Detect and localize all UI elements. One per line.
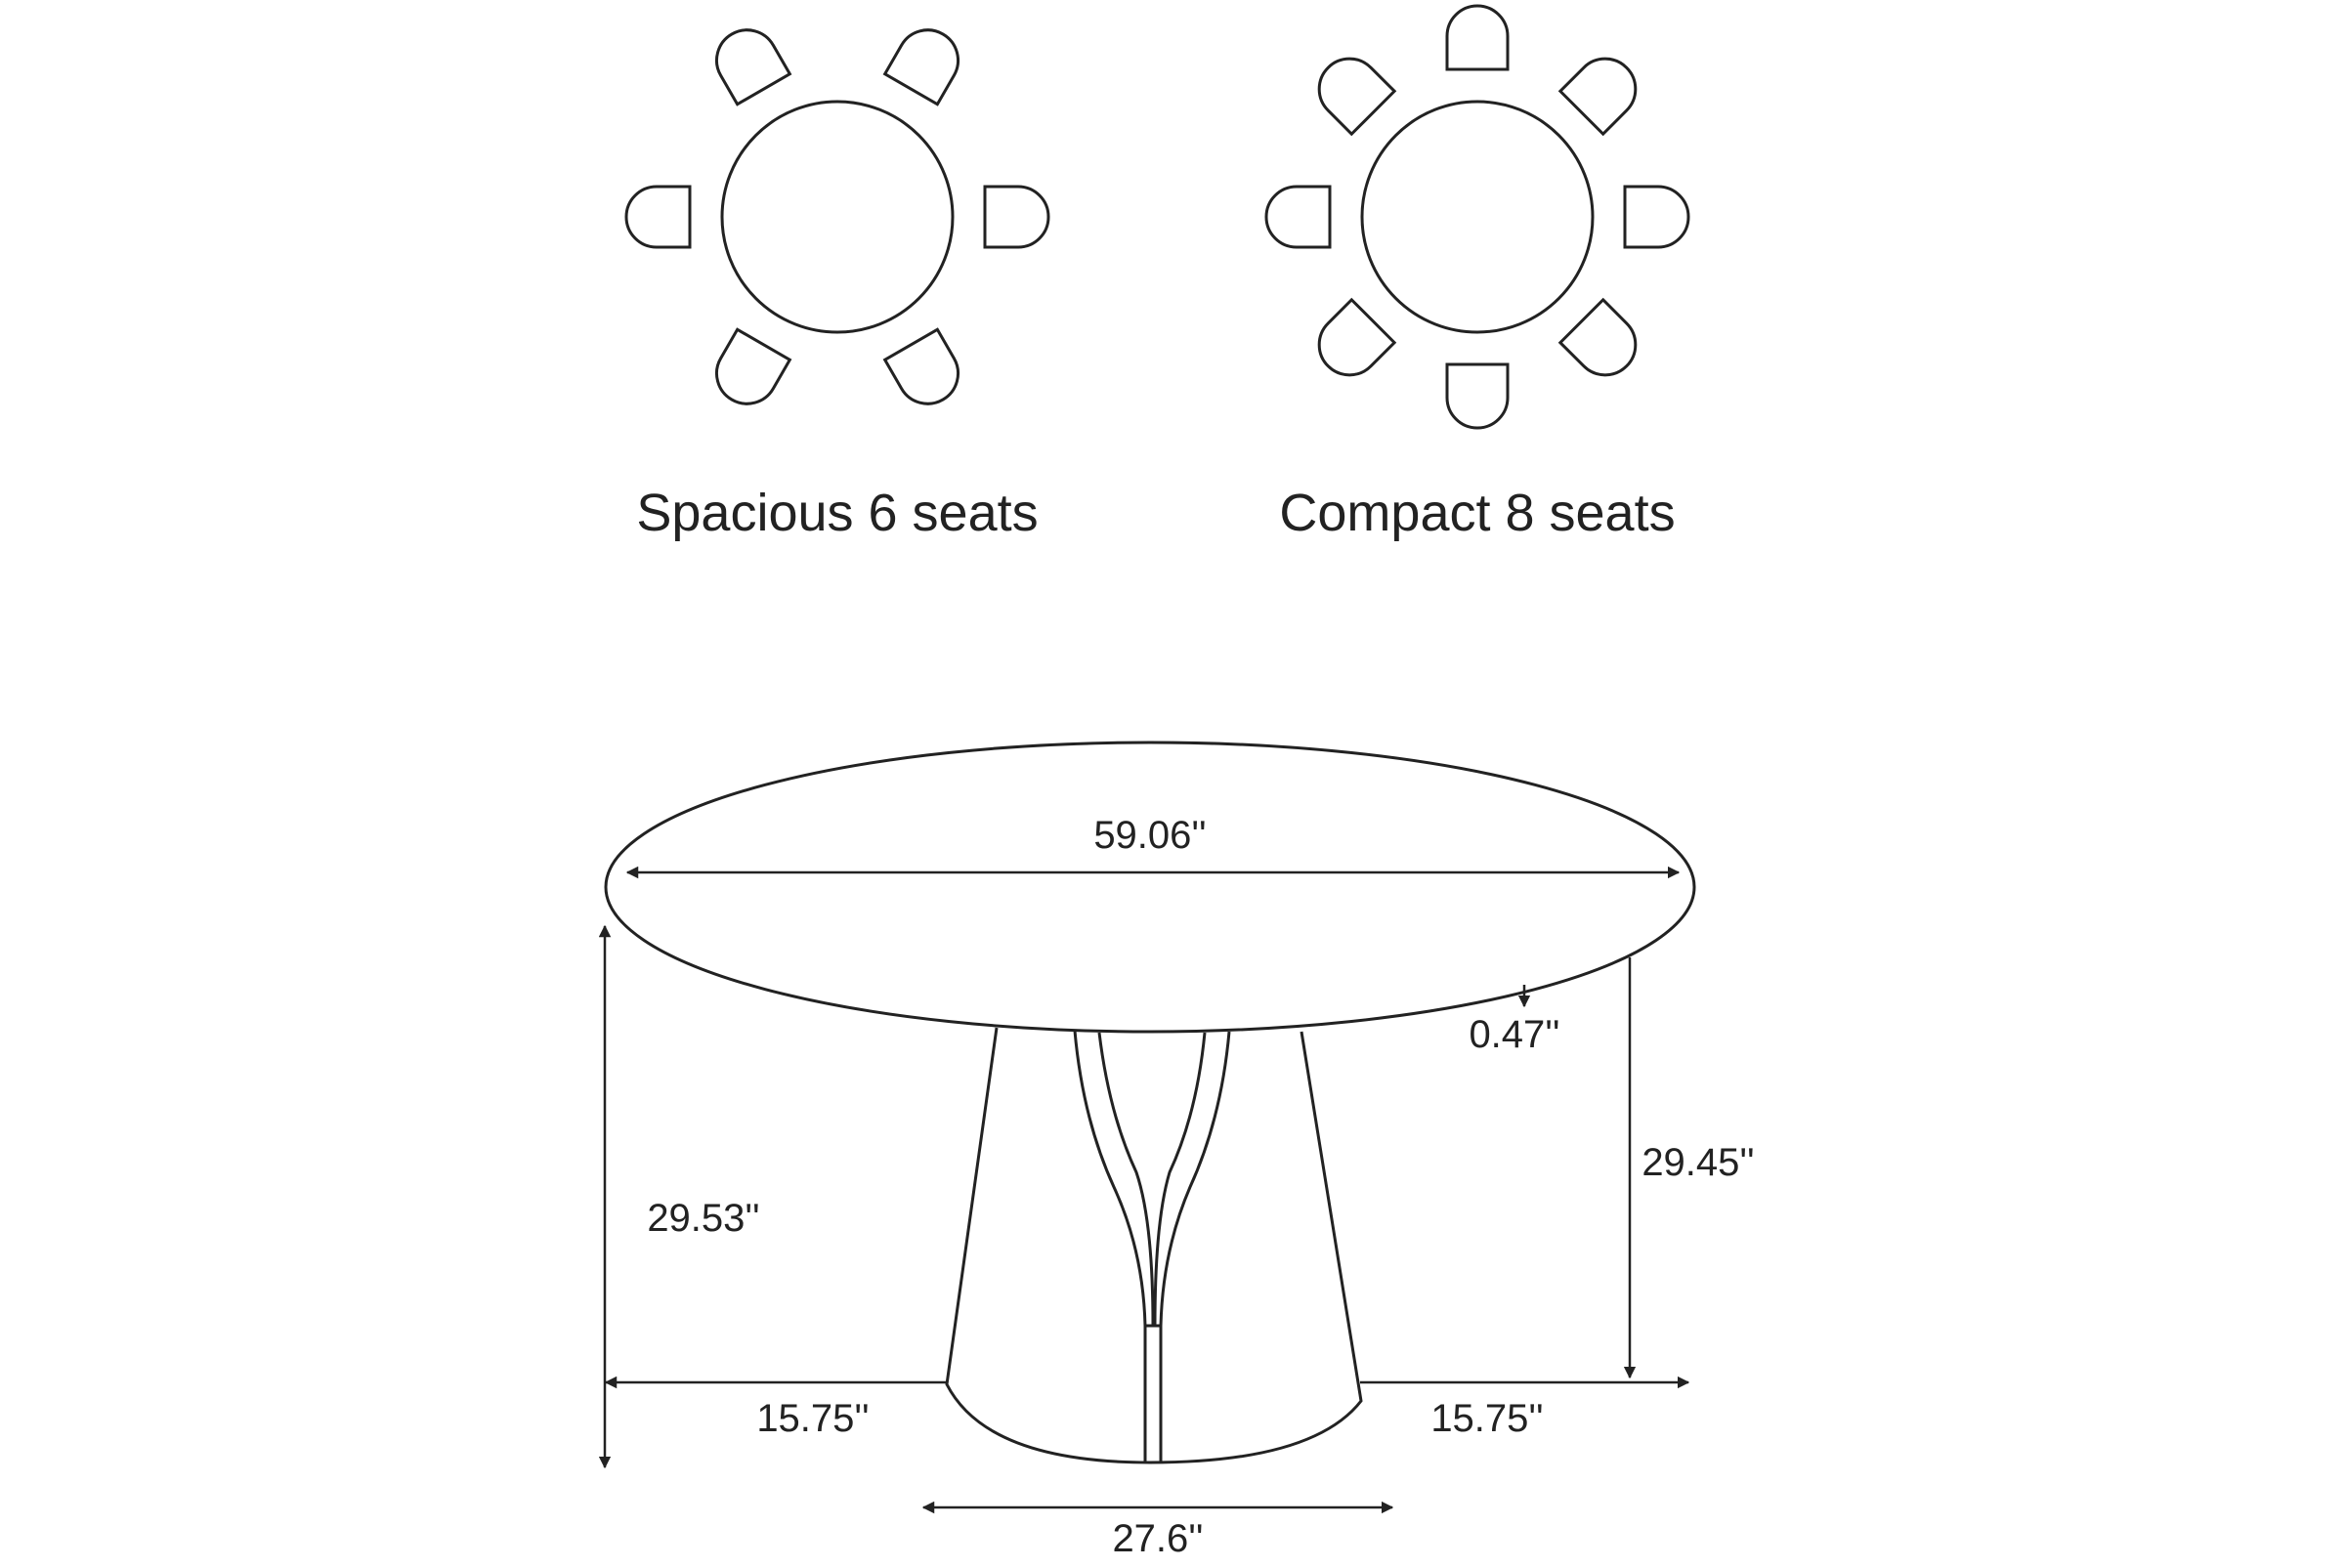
chair-icon xyxy=(1625,187,1688,247)
chair-icon xyxy=(1306,300,1394,388)
chair-icon xyxy=(1306,46,1394,134)
table-top-outline xyxy=(606,742,1694,1032)
spacious-6-seat-layout xyxy=(626,19,1048,414)
dim-overhang-left: 15.75'' xyxy=(756,1397,870,1440)
chair-icon xyxy=(885,329,969,414)
round-table-top-view xyxy=(1362,102,1593,332)
dim-underside-height: 29.45'' xyxy=(1642,1141,1755,1184)
dim-base-diameter: 27.6'' xyxy=(1112,1517,1204,1560)
chair-icon xyxy=(705,19,789,104)
chair-icon xyxy=(1560,46,1648,134)
chair-icon xyxy=(626,187,690,247)
chair-icon xyxy=(1447,6,1508,69)
dim-total-height: 29.53'' xyxy=(647,1197,760,1240)
layout-label-compact: Compact 8 seats xyxy=(1279,484,1676,542)
chair-icon xyxy=(705,329,789,414)
pedestal-right-panel-inner xyxy=(1155,1033,1205,1326)
dim-top-thickness: 0.47'' xyxy=(1469,1013,1560,1056)
layout-label-spacious: Spacious 6 seats xyxy=(636,484,1039,542)
compact-8-seat-layout xyxy=(1266,6,1688,428)
round-table-top-view xyxy=(722,102,953,332)
chair-icon xyxy=(1560,300,1648,388)
chair-icon xyxy=(1266,187,1330,247)
dim-top-diameter: 59.06'' xyxy=(1093,814,1207,857)
pedestal-base-outline xyxy=(947,1028,1361,1462)
chair-icon xyxy=(1447,364,1508,428)
pedestal-left-panel-inner xyxy=(1099,1033,1153,1326)
dim-overhang-right: 15.75'' xyxy=(1430,1397,1544,1440)
chair-icon xyxy=(885,19,969,104)
chair-icon xyxy=(985,187,1048,247)
